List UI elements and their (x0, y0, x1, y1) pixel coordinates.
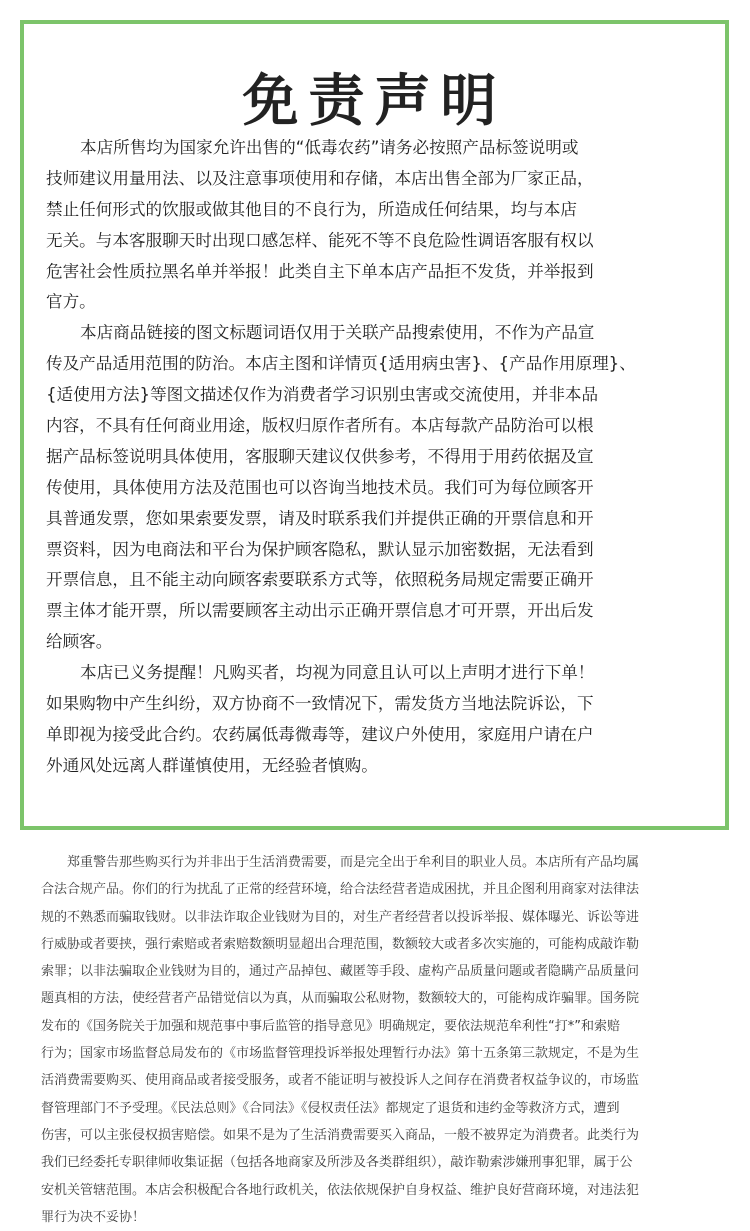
disclaimer-line: 据产品标签说明具体使用，客服聊天建议仅供参考，不得用于用药依据及宣 (46, 446, 594, 466)
notice-line: 我们已经委托专职律师收集证据（包括各地商家及所涉及各类群组织），敲诈勒索涉嫌刑事犯罪，属于公 (41, 1155, 633, 1171)
notice-line: 郑重警告那些购买行为并非出于生活消费需要，而是完全出于牟利目的职业人员。本店所有产品均属 (67, 855, 640, 870)
notice-line: 督管理部门不予受理。《民法总则》《合同法》《侵权责任法》都规定了退货和违约金等救济方式，遭到 (41, 1100, 620, 1116)
disclaimer-line: 本店已义务提醒！凡购买者，均视为同意且认可以上声明才进行下单！ (80, 663, 595, 683)
notice-line: 发布的《国务院关于加强和规范事中事后监管的指导意见》明确规定，要依法规范牟利性“打*”和索赔 (41, 1018, 620, 1034)
disclaimer-line: 如果购物中产生纠纷，双方协商不一致情况下，需发货方当地法院诉讼，下 (46, 694, 594, 714)
disclaimer-line: 具普通发票，您如果索要发票，请及时联系我们并提供正确的开票信息和开 (46, 508, 594, 528)
notice-line: 伤害，可以主张侵权损害赔偿。如果不是为了生活消费需要买入商品，一般不被界定为消费者。此类行为 (41, 1127, 640, 1143)
disclaimer-line: {适使用方法}等图文描述仅作为消费者学习识别虫害或交流使用，并非本品 (46, 385, 599, 405)
disclaimer-body (46, 133, 686, 782)
disclaimer-line: 官方。 (46, 292, 96, 312)
notice-line: 安机关管辖范围。本店会积极配合各地行政机关，依法依规保护自身权益、维护良好营商环境，对违法犯 (41, 1182, 640, 1198)
disclaimer-line: 禁止任何形式的饮服或做其他目的不良行为，所造成任何结果，均与本店 (46, 199, 577, 219)
notice-line: 罪行为决不妥协！ (41, 1209, 146, 1225)
disclaimer-line: 传及产品适用范围的防治。本店主图和详情页{适用病虫害}、{产品作用原理}、 (46, 354, 636, 374)
disclaimer-line: 本店所售均为国家允许出售的“低毒农药”请务必按照产品标签说明或 (80, 138, 579, 157)
notice-line: 活消费需要购买、使用商品或者接受服务，或者不能证明与被投诉人之间存在消费者权益争议的，市场监 (41, 1073, 640, 1089)
disclaimer-line: 外通风处远离人群谨慎使用，无经验者慎购。 (46, 755, 378, 775)
warning-notice (41, 849, 717, 1231)
disclaimer-line: 本店商品链接的图文标题词语仅用于关联产品搜索使用，不作为产品宣 (80, 323, 595, 343)
disclaimer-line: 技师建议用量用法、以及注意事项使用和存储，本店出售全部为厂家正品， (46, 168, 594, 188)
notice-line: 题真相的方法，使经营者产品错觉信以为真，从而骗取公私财物，数额较大的，可能构成诈骗罪。国务院 (41, 991, 640, 1007)
disclaimer-line: 开票信息，且不能主动向顾客索要联系方式等，依照税务局规定需要正确开 (46, 570, 594, 590)
notice-line: 索罪；以非法骗取企业钱财为目的，通过产品掉包、藏匿等手段、虚构产品质量问题或者隐瞒产品质量问 (41, 964, 640, 980)
notice-line: 行为；国家市场监督总局发布的《市场监督管理投诉举报处理暂行办法》第十五条第三款规定，不是为生 (41, 1046, 640, 1062)
notice-line: 规的不熟悉而骗取钱财。以非法诈取企业钱财为目的，对生产者经营者以投诉举报、媒体曝光、诉讼等进 (41, 909, 640, 925)
notice-line: 行威胁或者要挟，强行索赔或者索赔数额明显超出合理范围，数额较大或者多次实施的，可能构成敲诈勒 (41, 936, 640, 952)
disclaimer-line: 票资料，因为电商法和平台为保护顾客隐私，默认显示加密数据，无法看到 (46, 539, 594, 559)
disclaimer-line: 票主体才能开票，所以需要顾客主动出示正确开票信息才可开票，开出后发 (46, 601, 594, 621)
disclaimer-line: 传使用，具体使用方法及范围也可以咨询当地技术员。我们可为每位顾客开 (46, 477, 594, 497)
disclaimer-line: 单即视为接受此合约。农药属低毒微毒等，建议户外使用，家庭用户请在户 (46, 724, 594, 744)
disclaimer-line: 给顾客。 (46, 632, 113, 652)
disclaimer-line: 危害社会性质拉黑名单并举报！此类自主下单本店产品拒不发货，并举报到 (46, 261, 594, 281)
disclaimer-line: 内容，不具有任何商业用途，版权归原作者所有。本店每款产品防治可以根 (46, 416, 594, 436)
disclaimer-line: 无关。与本客服聊天时出现口感怎样、能死不等不良危险性调语客服有权以 (46, 230, 594, 250)
notice-line: 合法合规产品。你们的行为扰乱了正常的经营环境，给合法经营者造成困扰，并且企图利用商家对法律法 (41, 882, 640, 898)
disclaimer-title: 免责声明 (242, 69, 507, 134)
